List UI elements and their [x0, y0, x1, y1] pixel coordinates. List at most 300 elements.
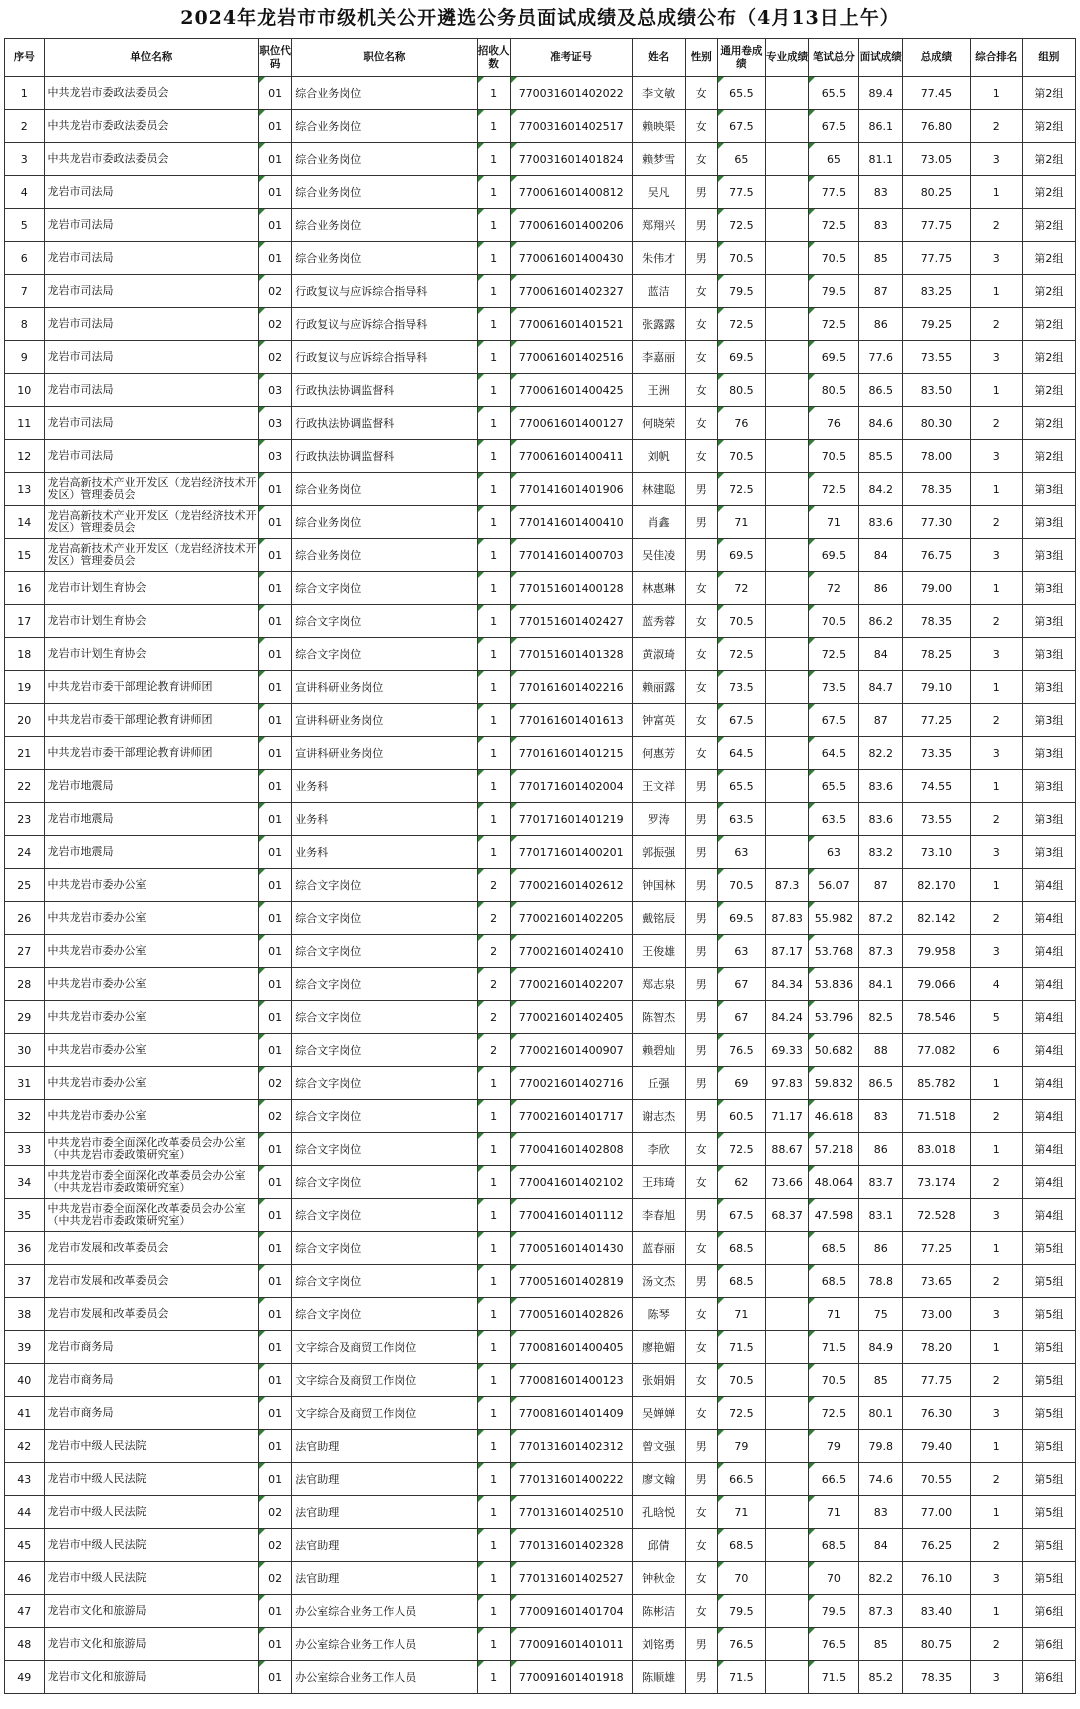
col-written-total-cell: 66.5 — [809, 1463, 859, 1496]
col-interview-score-cell: 82.2 — [859, 737, 903, 770]
col-total-score-cell: 77.45 — [903, 77, 971, 110]
col-post-code-cell: 01 — [258, 1430, 291, 1463]
col-post-name-cell: 行政执法协调监督科 — [292, 407, 477, 440]
col-gender-cell: 女 — [685, 1562, 717, 1595]
col-interview-score-cell: 81.1 — [859, 143, 903, 176]
col-written-total-cell: 64.5 — [809, 737, 859, 770]
col-written-total-cell: 70 — [809, 1562, 859, 1595]
col-total-score-cell: 73.174 — [903, 1166, 971, 1199]
col-general-score-cell: 71 — [717, 506, 765, 539]
col-quota-cell: 1 — [477, 143, 510, 176]
col-professional-score-cell — [765, 803, 809, 836]
col-name-cell: 钟富英 — [632, 704, 685, 737]
table-row — [5, 407, 1076, 440]
col-post-name-cell: 办公室综合业务工作人员 — [292, 1595, 477, 1628]
col-total-score-cell: 77.75 — [903, 242, 971, 275]
table-row — [5, 1529, 1076, 1562]
col-rank-cell: 3 — [970, 737, 1022, 770]
header-col-seq: 序号 — [5, 39, 45, 77]
col-interview-score-cell: 75 — [859, 1298, 903, 1331]
col-general-score-cell: 72.5 — [717, 1397, 765, 1430]
col-gender-cell: 女 — [685, 1298, 717, 1331]
col-gender-cell: 男 — [685, 836, 717, 869]
col-general-score-cell: 72.5 — [717, 308, 765, 341]
table-row — [5, 1100, 1076, 1133]
col-post-name-cell: 办公室综合业务工作人员 — [292, 1661, 477, 1694]
table-row — [5, 1661, 1076, 1694]
col-general-score-cell: 68.5 — [717, 1232, 765, 1265]
col-quota-cell: 1 — [477, 1298, 510, 1331]
table-row — [5, 1331, 1076, 1364]
table-row — [5, 473, 1076, 506]
col-quota-cell: 1 — [477, 1628, 510, 1661]
col-post-name-cell: 业务科 — [292, 770, 477, 803]
col-quota-cell: 1 — [477, 1100, 510, 1133]
col-gender-cell: 女 — [685, 440, 717, 473]
col-quota-cell: 1 — [477, 1463, 510, 1496]
col-interview-score-cell: 83 — [859, 1100, 903, 1133]
col-name-cell: 何惠芳 — [632, 737, 685, 770]
col-interview-score-cell: 83.6 — [859, 770, 903, 803]
col-post-name-cell: 综合业务岗位 — [292, 143, 477, 176]
col-general-score-cell: 64.5 — [717, 737, 765, 770]
col-ticket-no-cell: 770041601402102 — [510, 1166, 632, 1199]
col-post-code-cell: 01 — [258, 1463, 291, 1496]
col-interview-score-cell: 87 — [859, 275, 903, 308]
table-row — [5, 770, 1076, 803]
col-name-cell: 陈琴 — [632, 1298, 685, 1331]
col-ticket-no-cell: 770161601401215 — [510, 737, 632, 770]
col-post-name-cell: 综合业务岗位 — [292, 176, 477, 209]
col-post-code-cell: 01 — [258, 638, 291, 671]
col-rank-cell: 3 — [970, 1397, 1022, 1430]
col-seq-cell: 12 — [5, 440, 45, 473]
col-general-score-cell: 79.5 — [717, 275, 765, 308]
col-total-score-cell: 73.65 — [903, 1265, 971, 1298]
col-rank-cell: 6 — [970, 1034, 1022, 1067]
col-group-cell: 第5组 — [1022, 1232, 1075, 1265]
col-quota-cell: 1 — [477, 539, 510, 572]
col-professional-score-cell — [765, 1628, 809, 1661]
col-name-cell: 廖艳媚 — [632, 1331, 685, 1364]
col-general-score-cell: 69.5 — [717, 341, 765, 374]
col-written-total-cell: 63.5 — [809, 803, 859, 836]
col-general-score-cell: 76.5 — [717, 1034, 765, 1067]
col-name-cell: 戴铭辰 — [632, 902, 685, 935]
col-post-code-cell: 01 — [258, 935, 291, 968]
col-rank-cell: 1 — [970, 1133, 1022, 1166]
col-total-score-cell: 77.25 — [903, 1232, 971, 1265]
col-professional-score-cell: 97.83 — [765, 1067, 809, 1100]
col-seq-cell: 43 — [5, 1463, 45, 1496]
table-row — [5, 737, 1076, 770]
col-rank-cell: 2 — [970, 902, 1022, 935]
col-ticket-no-cell: 770021601402716 — [510, 1067, 632, 1100]
col-quota-cell: 1 — [477, 1397, 510, 1430]
col-ticket-no-cell: 770131601402527 — [510, 1562, 632, 1595]
col-general-score-cell: 70.5 — [717, 440, 765, 473]
col-rank-cell: 2 — [970, 110, 1022, 143]
col-post-code-cell: 01 — [258, 1661, 291, 1694]
col-name-cell: 何晓荣 — [632, 407, 685, 440]
col-post-name-cell: 综合文字岗位 — [292, 1199, 477, 1232]
col-written-total-cell: 65 — [809, 143, 859, 176]
col-post-code-cell: 02 — [258, 1067, 291, 1100]
col-post-code-cell: 01 — [258, 770, 291, 803]
col-total-score-cell: 83.40 — [903, 1595, 971, 1628]
col-written-total-cell: 57.218 — [809, 1133, 859, 1166]
col-quota-cell: 1 — [477, 770, 510, 803]
col-seq-cell: 30 — [5, 1034, 45, 1067]
col-written-total-cell: 72.5 — [809, 209, 859, 242]
document-title: 2024年龙岩市市级机关公开遴选公务员面试成绩及总成绩公布（4月13日上午） — [180, 7, 900, 29]
col-unit-cell: 中共龙岩市委政法委员会 — [44, 143, 258, 176]
col-post-name-cell: 宣讲科研业务岗位 — [292, 671, 477, 704]
col-post-code-cell: 01 — [258, 1628, 291, 1661]
col-interview-score-cell: 83 — [859, 176, 903, 209]
col-seq-cell: 46 — [5, 1562, 45, 1595]
col-general-score-cell: 72 — [717, 572, 765, 605]
col-quota-cell: 1 — [477, 77, 510, 110]
col-gender-cell: 男 — [685, 1199, 717, 1232]
col-name-cell: 肖鑫 — [632, 506, 685, 539]
header-col-unit: 单位名称 — [44, 39, 258, 77]
col-total-score-cell: 73.05 — [903, 143, 971, 176]
header-col-rank: 综合排名 — [970, 39, 1022, 77]
col-interview-score-cell: 87.3 — [859, 935, 903, 968]
col-group-cell: 第3组 — [1022, 539, 1075, 572]
col-seq-cell: 2 — [5, 110, 45, 143]
col-unit-cell: 龙岩高新技术产业开发区（龙岩经济技术开发区）管理委员会 — [44, 539, 258, 572]
col-gender-cell: 女 — [685, 572, 717, 605]
col-name-cell: 郭振强 — [632, 836, 685, 869]
col-professional-score-cell — [765, 341, 809, 374]
col-professional-score-cell — [765, 1496, 809, 1529]
col-written-total-cell: 73.5 — [809, 671, 859, 704]
col-quota-cell: 1 — [477, 1529, 510, 1562]
col-rank-cell: 1 — [970, 572, 1022, 605]
col-written-total-cell: 79.5 — [809, 275, 859, 308]
col-total-score-cell: 73.55 — [903, 341, 971, 374]
col-unit-cell: 龙岩市文化和旅游局 — [44, 1595, 258, 1628]
col-gender-cell: 女 — [685, 671, 717, 704]
col-group-cell: 第5组 — [1022, 1397, 1075, 1430]
col-seq-cell: 25 — [5, 869, 45, 902]
col-total-score-cell: 78.35 — [903, 473, 971, 506]
col-ticket-no-cell: 770161601401613 — [510, 704, 632, 737]
col-written-total-cell: 70.5 — [809, 440, 859, 473]
col-unit-cell: 龙岩市司法局 — [44, 374, 258, 407]
col-rank-cell: 2 — [970, 1100, 1022, 1133]
col-quota-cell: 1 — [477, 1661, 510, 1694]
col-general-score-cell: 70.5 — [717, 869, 765, 902]
col-written-total-cell: 55.982 — [809, 902, 859, 935]
col-total-score-cell: 79.958 — [903, 935, 971, 968]
col-unit-cell: 龙岩市文化和旅游局 — [44, 1628, 258, 1661]
col-professional-score-cell — [765, 1397, 809, 1430]
col-general-score-cell: 76 — [717, 407, 765, 440]
col-unit-cell: 中共龙岩市委办公室 — [44, 1034, 258, 1067]
col-post-code-cell: 02 — [258, 1100, 291, 1133]
col-name-cell: 黄淑琦 — [632, 638, 685, 671]
col-general-score-cell: 63 — [717, 935, 765, 968]
table-row — [5, 308, 1076, 341]
col-gender-cell: 女 — [685, 605, 717, 638]
col-unit-cell: 龙岩市中级人民法院 — [44, 1430, 258, 1463]
col-seq-cell: 32 — [5, 1100, 45, 1133]
table-row — [5, 1562, 1076, 1595]
table-row — [5, 1232, 1076, 1265]
col-post-name-cell: 综合文字岗位 — [292, 1067, 477, 1100]
col-professional-score-cell — [765, 440, 809, 473]
col-unit-cell: 中共龙岩市委全面深化改革委员会办公室（中共龙岩市委政策研究室） — [44, 1199, 258, 1232]
col-group-cell: 第4组 — [1022, 1199, 1075, 1232]
col-general-score-cell: 80.5 — [717, 374, 765, 407]
col-post-code-cell: 01 — [258, 1331, 291, 1364]
col-professional-score-cell — [765, 77, 809, 110]
col-quota-cell: 1 — [477, 1199, 510, 1232]
col-seq-cell: 35 — [5, 1199, 45, 1232]
col-post-code-cell: 02 — [258, 341, 291, 374]
col-unit-cell: 龙岩市中级人民法院 — [44, 1463, 258, 1496]
col-general-score-cell: 70.5 — [717, 242, 765, 275]
table-row — [5, 935, 1076, 968]
table-row — [5, 968, 1076, 1001]
col-post-name-cell: 综合文字岗位 — [292, 968, 477, 1001]
col-rank-cell: 2 — [970, 1265, 1022, 1298]
col-professional-score-cell — [765, 275, 809, 308]
col-professional-score-cell — [765, 1232, 809, 1265]
col-unit-cell: 龙岩市中级人民法院 — [44, 1529, 258, 1562]
col-gender-cell: 男 — [685, 506, 717, 539]
col-quota-cell: 1 — [477, 671, 510, 704]
col-rank-cell: 3 — [970, 836, 1022, 869]
col-rank-cell: 3 — [970, 242, 1022, 275]
col-unit-cell: 龙岩市商务局 — [44, 1364, 258, 1397]
col-post-code-cell: 01 — [258, 671, 291, 704]
col-general-score-cell: 72.5 — [717, 473, 765, 506]
col-unit-cell: 龙岩市地震局 — [44, 836, 258, 869]
col-quota-cell: 2 — [477, 968, 510, 1001]
col-general-score-cell: 65.5 — [717, 770, 765, 803]
table-row — [5, 1133, 1076, 1166]
col-total-score-cell: 74.55 — [903, 770, 971, 803]
col-rank-cell: 1 — [970, 1067, 1022, 1100]
col-gender-cell: 女 — [685, 1166, 717, 1199]
col-gender-cell: 男 — [685, 473, 717, 506]
col-group-cell: 第2组 — [1022, 308, 1075, 341]
col-written-total-cell: 68.5 — [809, 1529, 859, 1562]
col-post-name-cell: 综合文字岗位 — [292, 1232, 477, 1265]
col-unit-cell: 龙岩高新技术产业开发区（龙岩经济技术开发区）管理委员会 — [44, 506, 258, 539]
col-unit-cell: 龙岩市司法局 — [44, 341, 258, 374]
col-post-name-cell: 综合业务岗位 — [292, 242, 477, 275]
col-written-total-cell: 79.5 — [809, 1595, 859, 1628]
col-total-score-cell: 73.55 — [903, 803, 971, 836]
col-professional-score-cell — [765, 770, 809, 803]
col-post-code-cell: 01 — [258, 605, 291, 638]
table-row — [5, 176, 1076, 209]
col-interview-score-cell: 86.5 — [859, 374, 903, 407]
col-unit-cell: 中共龙岩市委干部理论教育讲师团 — [44, 671, 258, 704]
col-total-score-cell: 82.142 — [903, 902, 971, 935]
col-post-code-cell: 01 — [258, 836, 291, 869]
col-general-score-cell: 65.5 — [717, 77, 765, 110]
col-name-cell: 吴佳凌 — [632, 539, 685, 572]
col-interview-score-cell: 87 — [859, 704, 903, 737]
col-ticket-no-cell: 770061601400206 — [510, 209, 632, 242]
col-quota-cell: 1 — [477, 1133, 510, 1166]
col-seq-cell: 10 — [5, 374, 45, 407]
col-professional-score-cell — [765, 374, 809, 407]
col-post-code-cell: 02 — [258, 1529, 291, 1562]
col-post-code-cell: 01 — [258, 110, 291, 143]
col-seq-cell: 22 — [5, 770, 45, 803]
col-post-code-cell: 01 — [258, 1001, 291, 1034]
col-name-cell: 陈彬洁 — [632, 1595, 685, 1628]
col-post-name-cell: 综合文字岗位 — [292, 638, 477, 671]
col-interview-score-cell: 86 — [859, 572, 903, 605]
col-group-cell: 第2组 — [1022, 407, 1075, 440]
col-written-total-cell: 67.5 — [809, 704, 859, 737]
col-total-score-cell: 77.25 — [903, 704, 971, 737]
col-quota-cell: 1 — [477, 110, 510, 143]
col-quota-cell: 1 — [477, 473, 510, 506]
col-interview-score-cell: 82.5 — [859, 1001, 903, 1034]
col-seq-cell: 14 — [5, 506, 45, 539]
col-ticket-no-cell: 770061601402516 — [510, 341, 632, 374]
col-seq-cell: 5 — [5, 209, 45, 242]
col-post-name-cell: 行政复议与应诉综合指导科 — [292, 275, 477, 308]
col-name-cell: 赖梦雪 — [632, 143, 685, 176]
col-general-score-cell: 79.5 — [717, 1595, 765, 1628]
col-quota-cell: 1 — [477, 275, 510, 308]
col-total-score-cell: 79.00 — [903, 572, 971, 605]
col-written-total-cell: 69.5 — [809, 539, 859, 572]
col-unit-cell: 龙岩市计划生育协会 — [44, 638, 258, 671]
col-ticket-no-cell: 770061601400812 — [510, 176, 632, 209]
col-group-cell: 第4组 — [1022, 1067, 1075, 1100]
col-professional-score-cell — [765, 1331, 809, 1364]
col-written-total-cell: 67.5 — [809, 110, 859, 143]
col-rank-cell: 3 — [970, 1562, 1022, 1595]
col-rank-cell: 1 — [970, 374, 1022, 407]
col-name-cell: 赖碧灿 — [632, 1034, 685, 1067]
col-quota-cell: 1 — [477, 1232, 510, 1265]
col-ticket-no-cell: 770151601400128 — [510, 572, 632, 605]
col-interview-score-cell: 84 — [859, 539, 903, 572]
col-gender-cell: 男 — [685, 1001, 717, 1034]
col-rank-cell: 3 — [970, 1661, 1022, 1694]
header-col-ticket-no: 准考证号 — [510, 39, 632, 77]
col-interview-score-cell: 85 — [859, 242, 903, 275]
col-gender-cell: 男 — [685, 869, 717, 902]
col-seq-cell: 37 — [5, 1265, 45, 1298]
col-written-total-cell: 56.07 — [809, 869, 859, 902]
col-seq-cell: 19 — [5, 671, 45, 704]
col-gender-cell: 女 — [685, 407, 717, 440]
col-ticket-no-cell: 770081601400405 — [510, 1331, 632, 1364]
col-post-name-cell: 法官助理 — [292, 1463, 477, 1496]
col-general-score-cell: 72.5 — [717, 209, 765, 242]
table-row — [5, 1463, 1076, 1496]
col-professional-score-cell: 73.66 — [765, 1166, 809, 1199]
col-general-score-cell: 69 — [717, 1067, 765, 1100]
col-unit-cell: 龙岩高新技术产业开发区（龙岩经济技术开发区）管理委员会 — [44, 473, 258, 506]
header-col-written-total: 笔试总分 — [809, 39, 859, 77]
col-post-name-cell: 综合文字岗位 — [292, 1001, 477, 1034]
col-quota-cell: 1 — [477, 1067, 510, 1100]
col-total-score-cell: 85.782 — [903, 1067, 971, 1100]
col-post-code-cell: 01 — [258, 704, 291, 737]
col-ticket-no-cell: 770131601400222 — [510, 1463, 632, 1496]
col-written-total-cell: 70.5 — [809, 242, 859, 275]
col-total-score-cell: 80.25 — [903, 176, 971, 209]
col-rank-cell: 3 — [970, 1298, 1022, 1331]
col-seq-cell: 40 — [5, 1364, 45, 1397]
col-unit-cell: 龙岩市计划生育协会 — [44, 572, 258, 605]
col-written-total-cell: 63 — [809, 836, 859, 869]
col-professional-score-cell — [765, 506, 809, 539]
col-interview-score-cell: 83.6 — [859, 803, 903, 836]
col-post-name-cell: 综合文字岗位 — [292, 869, 477, 902]
col-post-name-cell: 综合业务岗位 — [292, 110, 477, 143]
col-post-code-cell: 01 — [258, 176, 291, 209]
col-unit-cell: 中共龙岩市委办公室 — [44, 869, 258, 902]
col-gender-cell: 男 — [685, 1463, 717, 1496]
col-name-cell: 林惠琳 — [632, 572, 685, 605]
col-professional-score-cell — [765, 671, 809, 704]
col-general-score-cell: 70 — [717, 1562, 765, 1595]
col-ticket-no-cell: 770131601402312 — [510, 1430, 632, 1463]
col-professional-score-cell — [765, 209, 809, 242]
col-written-total-cell: 72.5 — [809, 308, 859, 341]
col-name-cell: 蓝春丽 — [632, 1232, 685, 1265]
col-quota-cell: 1 — [477, 836, 510, 869]
table-row — [5, 275, 1076, 308]
col-name-cell: 钟秋金 — [632, 1562, 685, 1595]
col-group-cell: 第2组 — [1022, 143, 1075, 176]
header-col-post-code: 职位代码 — [258, 39, 291, 77]
col-total-score-cell: 76.25 — [903, 1529, 971, 1562]
col-professional-score-cell — [765, 242, 809, 275]
col-unit-cell: 龙岩市中级人民法院 — [44, 1496, 258, 1529]
col-gender-cell: 男 — [685, 935, 717, 968]
col-quota-cell: 2 — [477, 1034, 510, 1067]
col-rank-cell: 1 — [970, 1496, 1022, 1529]
col-general-score-cell: 67 — [717, 1001, 765, 1034]
col-group-cell: 第2组 — [1022, 242, 1075, 275]
col-ticket-no-cell: 770171601402004 — [510, 770, 632, 803]
col-interview-score-cell: 78.8 — [859, 1265, 903, 1298]
col-rank-cell: 1 — [970, 1232, 1022, 1265]
col-interview-score-cell: 84 — [859, 1529, 903, 1562]
col-interview-score-cell: 83.2 — [859, 836, 903, 869]
col-professional-score-cell — [765, 836, 809, 869]
col-seq-cell: 42 — [5, 1430, 45, 1463]
col-seq-cell: 3 — [5, 143, 45, 176]
col-name-cell: 郑翔兴 — [632, 209, 685, 242]
col-general-score-cell: 67.5 — [717, 110, 765, 143]
col-group-cell: 第5组 — [1022, 1430, 1075, 1463]
col-total-score-cell: 78.546 — [903, 1001, 971, 1034]
col-written-total-cell: 71.5 — [809, 1331, 859, 1364]
col-name-cell: 汤文杰 — [632, 1265, 685, 1298]
col-total-score-cell: 71.518 — [903, 1100, 971, 1133]
col-ticket-no-cell: 770021601402207 — [510, 968, 632, 1001]
table-row — [5, 902, 1076, 935]
col-name-cell: 郑志泉 — [632, 968, 685, 1001]
